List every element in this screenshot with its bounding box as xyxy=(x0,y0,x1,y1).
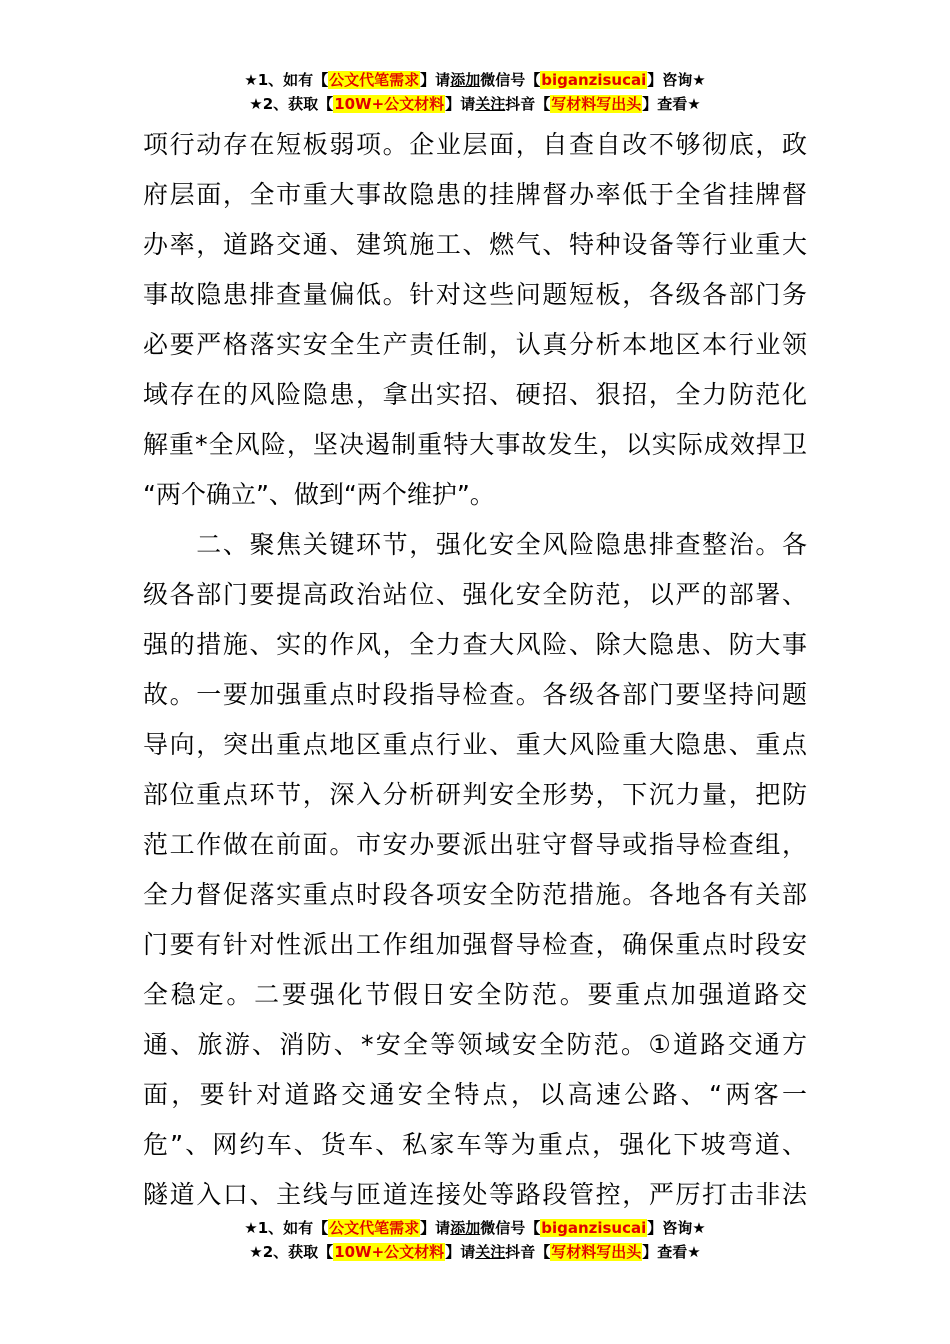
banner-text: ★2、获取【 xyxy=(249,95,334,113)
body-line: 隧道入口、主线与匝道连接处等路段管控，严厉打击非法 xyxy=(143,1180,807,1209)
body-line: 强的措施、实的作风，全力查大风险、除大隐患、防大事 xyxy=(143,630,807,659)
banner-highlight: 公文代笔需求 xyxy=(329,71,420,89)
banner-text: 】请 xyxy=(420,1219,451,1237)
body-line: 域存在的风险隐患，拿出实招、硬招、狠招，全力防范化 xyxy=(143,380,807,409)
body-line: 导向，突出重点地区重点行业、重大风险重大隐患、重点 xyxy=(143,730,807,759)
banner-text: 】查看★ xyxy=(642,1243,701,1261)
banner-underline: 关注 xyxy=(475,1243,506,1261)
banner-text: 】咨询★ xyxy=(647,71,706,89)
body-line: 门要有针对性派出工作组加强督导检查，确保重点时段安 xyxy=(143,930,807,959)
banner-underline: 添加 xyxy=(450,71,481,89)
body-line: “两个确立”、做到“两个维护”。 xyxy=(143,480,495,509)
footer-banner xyxy=(0,1216,950,1264)
body-line: 府层面，全市重大事故隐患的挂牌督办率低于全省挂牌督 xyxy=(143,180,807,209)
banner-text: 微信号【 xyxy=(480,1219,541,1237)
banner-line-1 xyxy=(0,68,950,92)
banner-line-1 xyxy=(0,1216,950,1240)
banner-highlight: 10W+公文材料 xyxy=(334,95,445,113)
body-line: 级各部门要提高政治站位、强化安全防范，以严的部署、 xyxy=(143,580,807,609)
banner-text: 】查看★ xyxy=(642,95,701,113)
banner-text: 】请 xyxy=(420,71,451,89)
banner-text: 】请 xyxy=(445,1243,476,1261)
banner-text: 】咨询★ xyxy=(647,1219,706,1237)
banner-underline: 关注 xyxy=(475,95,506,113)
body-line: 全稳定。二要强化节假日安全防范。要重点加强道路交 xyxy=(143,980,807,1009)
body-line: 解重*全风险，坚决遏制重特大事故发生，以实际成效捍卫 xyxy=(143,430,807,459)
banner-line-2 xyxy=(0,92,950,116)
body-line: 全力督促落实重点时段各项安全防范措施。各地各有关部 xyxy=(143,880,807,909)
banner-text: 抖音【 xyxy=(505,1243,551,1261)
banner-highlight: biganzisucai xyxy=(541,1219,647,1237)
banner-line-2 xyxy=(0,1240,950,1264)
banner-highlight: 写材料写出头 xyxy=(551,1243,642,1261)
body-line: 项行动存在短板弱项。企业层面，自查自改不够彻底，政 xyxy=(143,130,807,159)
body-line: 范工作做在前面。市安办要派出驻守督导或指导检查组， xyxy=(143,830,807,859)
banner-highlight: 公文代笔需求 xyxy=(329,1219,420,1237)
banner-highlight: 写材料写出头 xyxy=(551,95,642,113)
header-banner xyxy=(0,68,950,116)
body-line: 面，要针对道路交通安全特点，以高速公路、“两客一 xyxy=(143,1080,807,1109)
body-line: 事故隐患排查量偏低。针对这些问题短板，各级各部门务 xyxy=(143,280,807,309)
body-line: 危”、网约车、货车、私家车等为重点，强化下坡弯道、 xyxy=(143,1130,807,1159)
banner-text: ★2、获取【 xyxy=(249,1243,334,1261)
body-line: 二、聚焦关键环节，强化安全风险隐患排查整治。各 xyxy=(143,530,807,559)
body-line: 部位重点环节，深入分析研判安全形势，下沉力量，把防 xyxy=(143,780,807,809)
document-body xyxy=(143,120,807,1220)
banner-text: 】请 xyxy=(445,95,476,113)
body-line: 通、旅游、消防、*安全等领域安全防范。①道路交通方 xyxy=(143,1030,807,1059)
banner-highlight: 10W+公文材料 xyxy=(334,1243,445,1261)
banner-highlight: biganzisucai xyxy=(541,71,647,89)
banner-underline: 添加 xyxy=(450,1219,481,1237)
banner-text: 抖音【 xyxy=(505,95,551,113)
banner-text: 微信号【 xyxy=(480,71,541,89)
banner-text: ★1、如有【 xyxy=(244,71,329,89)
body-line: 故。一要加强重点时段指导检查。各级各部门要坚持问题 xyxy=(143,680,807,709)
body-line: 办率，道路交通、建筑施工、燃气、特种设备等行业重大 xyxy=(143,230,807,259)
banner-text: ★1、如有【 xyxy=(244,1219,329,1237)
body-line: 必要严格落实安全生产责任制，认真分析本地区本行业领 xyxy=(143,330,807,359)
